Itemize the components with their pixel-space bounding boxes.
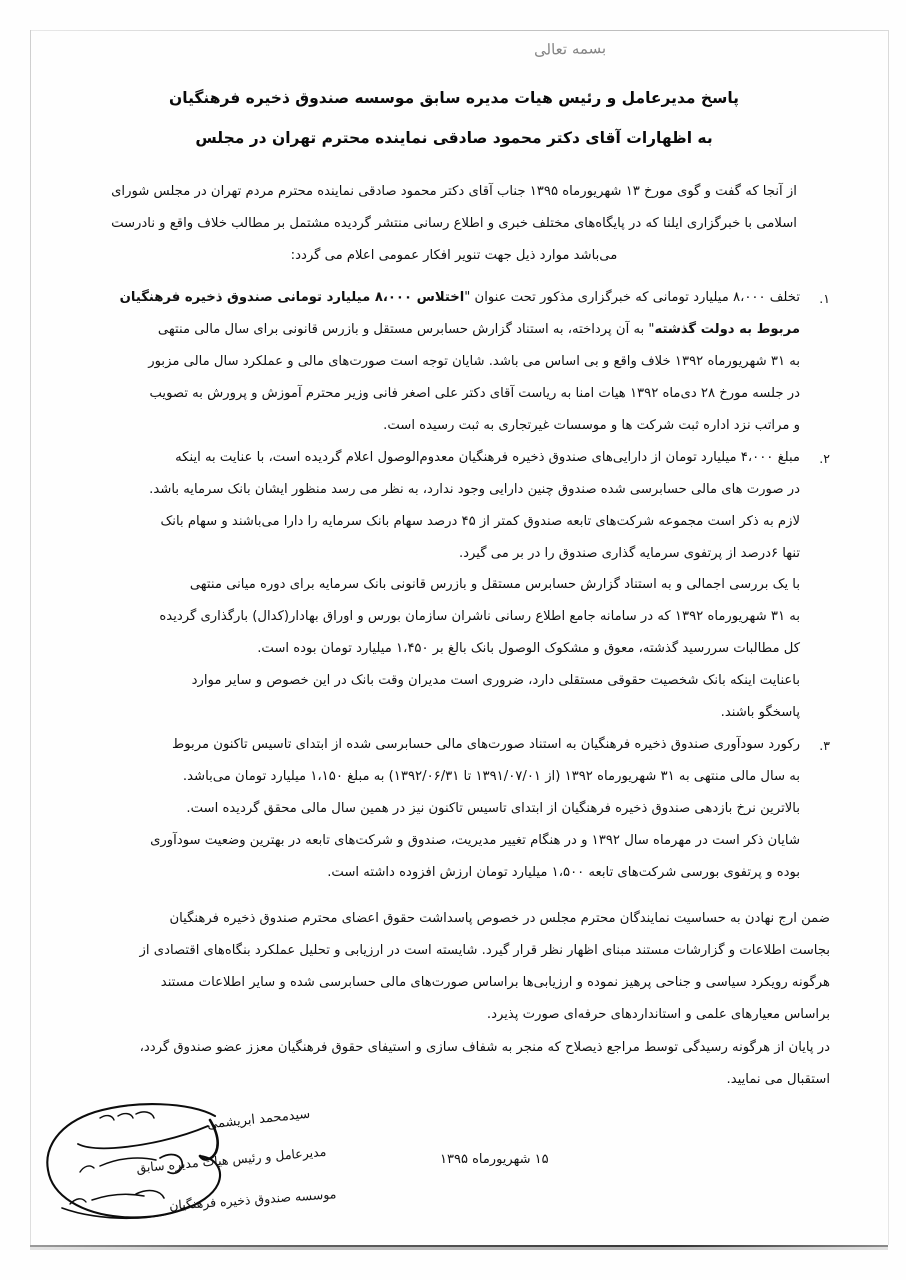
document-date: ۱۵ شهریورماه ۱۳۹۵ [440,1152,549,1167]
item-line: لازم به ذکر است مجموعه شرکت‌های تابعه صندوق کمتر از ۴۵ درصد سهام بانک سرمایه را دارا می‌باشند و سهام بانک [160,513,800,529]
item-line: پاسخگو باشند. [720,705,800,721]
intro-paragraph [78,176,830,272]
signature-name: سیدمحمد ابریشمی [206,1106,311,1133]
intro-line-3: می‌باشد موارد ذیل جهت تنویر افکار عمومی اعلام می گردد: [290,247,618,263]
item-line: مبلغ ۴،۰۰۰ میلیارد تومان از دارایی‌های صندوق ذخیره فرهنگیان معدوم‌الوصول اعلام گردیده است، با عنایت به اینکه [175,449,800,465]
list-item [78,282,830,442]
signature-organization: موسسه صندوق ذخیره فرهنگیان [168,1186,337,1213]
item-line: بوده و پرتفوی بورسی شرکت‌های تابعه ۱،۵۰۰ میلیارد تومان ارزش افزوده داشته است. [327,864,800,880]
signature-role: مدیرعامل و رئیس هیات مدیره سابق [135,1143,327,1176]
item-paragraph [78,569,800,665]
item-line: رکورد سودآوری صندوق ذخیره فرهنگیان به استناد صورت‌های مالی حسابرسی شده از ابتدای تاسیس تاکنون مربوط [172,737,800,753]
closing-paragraph-1 [78,903,830,1031]
item-number: ۲. [819,450,830,466]
list-item [78,729,830,889]
intro-line-2: اسلامی با خبرگزاری ایلنا که در پایگاه‌های مختلف خبری و اطلاع رسانی منتشر گردیده مشتمل بر مطالب خلاف واقع و نادرست [111,215,797,231]
page-border-right [888,30,889,1245]
item-line: مربوط به دولت گذشته" به آن پرداخته، به استناد گزارش حسابرس مستقل و بازرس قانونی برای سال مالی منتهی [157,321,800,337]
item-line: تخلف ۸،۰۰۰ میلیارد تومانی که خبرگزاری مذکور تحت عنوان "اختلاس ۸،۰۰۰ میلیارد تومانی صندوق ذخیره فرهنگیان [119,290,800,305]
item-line: به سال مالی منتهی به ۳۱ شهریورماه ۱۳۹۲ (از ۱۳۹۱/۰۷/۰۱ تا ۱۳۹۲/۰۶/۳۱) به مبلغ ۱،۱۵۰ میلیارد تومان می‌باشد. [182,769,800,785]
item-line: به ۳۱ شهریورماه ۱۳۹۲ که در سامانه جامع اطلاع رسانی ناشران سازمان بورس و اوراق بهادار(کدال) بارگذاری گردیده [159,609,800,625]
item-line: باعنایت اینکه بانک شخصیت حقوقی مستقلی دارد، ضروری است مدیران وقت بانک در این خصوص و سایر موارد [191,673,800,689]
item-line: تنها ۶درصد از پرتفوی سرمایه گذاری صندوق را در بر می گیرد. [458,545,800,561]
closing-line: براساس معیارهای علمی و استانداردهای حرفه‌ای صورت پذیرد. [486,1006,830,1022]
page-border-left [30,30,31,1245]
closing-line: در پایان از هرگونه رسیدگی توسط مراجع ذیصلاح که منجر به شفاف سازی و استیفای حقوق فرهنگیان معزز عضو صندوق گردد، [139,1040,830,1055]
closing-paragraph-2 [78,1032,830,1096]
numbered-items [78,282,830,889]
closing-line: بجاست اطلاعات و گزارشات مستند مبنای اظهار نظر قرار گیرد. شایسته است در ارزیابی و تحلیل عملکرد بنگاه‌های اقتصادی از [139,942,830,958]
item-line: با یک بررسی اجمالی و به استناد گزارش حسابرس مستقل و بازرس قانونی بانک سرمایه برای دوره میانی منتهی [189,577,800,593]
item-line: شایان ذکر است در مهرماه سال ۱۳۹۲ و در هنگام تغییر مدیریت، صندوق و شرکت‌های تابعه در بهترین وضعیت سودآوری [150,832,800,848]
document-title [78,86,830,166]
item-line: در جلسه مورخ ۲۸ دی‌ماه ۱۳۹۲ هیات امنا به ریاست آقای دکتر علی اصغر فانی وزیر محترم آموزش و پرورش به تصویب [149,385,800,401]
item-line: به ۳۱ شهریورماه ۱۳۹۲ خلاف واقع و بی اساس می باشد. شایان توجه است صورت‌های مالی و عملکرد سال مالی مزبور [148,353,800,369]
item-paragraph [78,282,800,442]
page-border-top [30,30,888,31]
item-paragraph [78,665,800,729]
item-number: ۳. [819,738,830,754]
intro-line-1: از آنجا که گفت و گوی مورخ ۱۳ شهریورماه ۱۳۹۵ جناب آقای دکتر محمود صادقی نماینده محترم مردم تهران در مجلس شورای [111,184,797,199]
item-line: در صورت های مالی حسابرسی شده صندوق چنین دارایی وجود ندارد، به نظر می رسد منظور ایشان بانک سرمایه باشد. [149,481,800,497]
item-paragraph [78,825,800,889]
item-line: بالاترین نرخ بازدهی صندوق ذخیره فرهنگیان از ابتدای تاسیس تاکنون نیز در همین سال مالی محقق گردیده است. [186,801,800,816]
basmala-handwritten: بسمه تعالی [533,39,607,59]
scan-shadow-bottom-soft [30,1247,888,1250]
title-line-2: به اظهارات آقای دکتر محمود صادقی نماینده محترم تهران در مجلس [195,129,713,148]
closing-line: استقبال می نمایید. [726,1071,830,1087]
item-line: و مراتب نزد اداره ثبت شرکت ها و موسسات غیرتجاری به ثبت رسیده است. [383,417,800,433]
signature-block [40,1096,340,1246]
title-line-1: پاسخ مدیرعامل و رئیس هیات مدیره سابق موسسه صندوق ذخیره فرهنگیان [169,89,739,107]
list-item [78,442,830,729]
item-paragraph [78,729,800,825]
item-line: کل مطالبات سررسید گذشته، معوق و مشکوک الوصول بانک بالغ بر ۱،۴۵۰ میلیارد تومان بوده است. [257,641,800,657]
closing-line: هرگونه رویکرد سیاسی و جناحی پرهیز نموده و ارزیابی‌ها براساس صورت‌های مالی حسابرسی شده و سایر اطلاعات مستند [160,974,830,990]
item-number: ۱. [819,291,830,306]
item-paragraph [78,442,800,570]
closing-line: ضمن ارج نهادن به حساسیت نمایندگان محترم مجلس در خصوص پاسداشت حقوق اعضای محترم صندوق ذخیره فرهنگیان [169,911,830,926]
